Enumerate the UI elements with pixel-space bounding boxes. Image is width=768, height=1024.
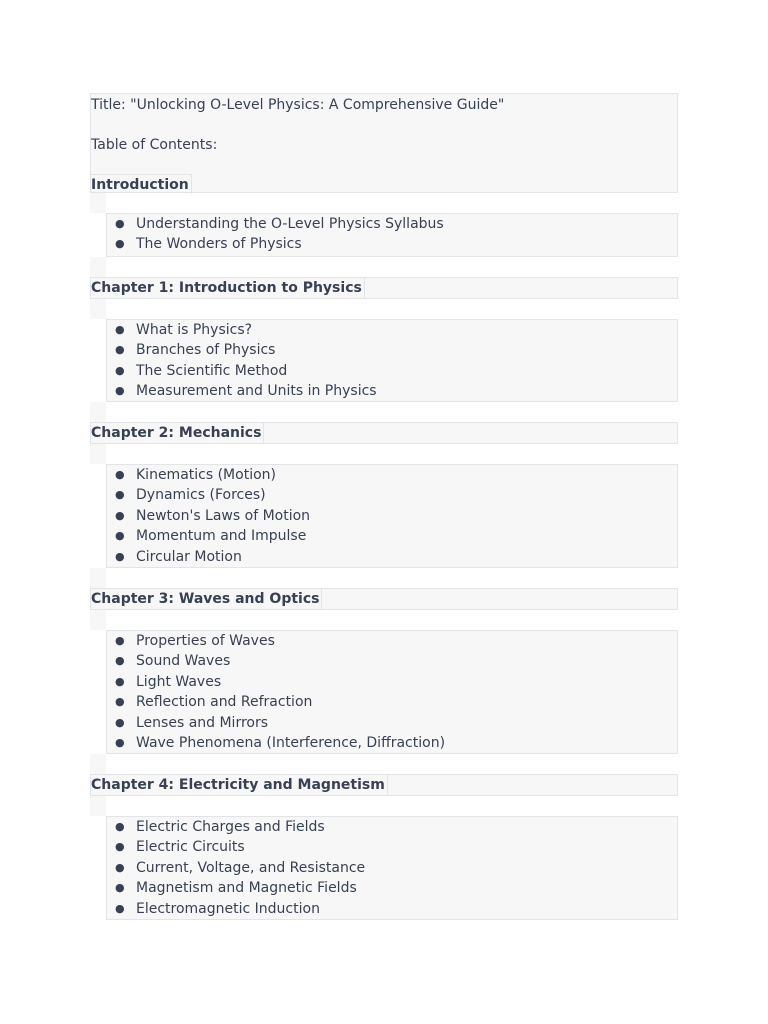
spacer [90, 444, 106, 464]
section-heading-chapter-3: Chapter 3: Waves and Optics [90, 588, 678, 610]
spacer [90, 193, 106, 213]
list-item: ● Magnetism and Magnetic Fields [107, 878, 677, 898]
spacer [90, 402, 106, 422]
section-heading-chapter-4: Chapter 4: Electricity and Magnetism [90, 774, 678, 796]
bullet-icon: ● [115, 695, 125, 709]
bullet-icon: ● [115, 840, 125, 854]
list-item: ● Dynamics (Forces) [107, 485, 677, 505]
list-item: ● Current, Voltage, and Resistance [107, 858, 677, 878]
bullet-icon: ● [115, 237, 125, 251]
spacer [90, 568, 106, 588]
bullet-icon: ● [115, 549, 125, 563]
bullet-icon: ● [115, 901, 125, 915]
bullet-icon: ● [115, 820, 125, 833]
list-item: ● Reflection and Refraction [107, 692, 677, 712]
bullet-icon: ● [115, 508, 125, 522]
list-item: ● Electromagnetic Induction [107, 899, 677, 919]
spacer [90, 796, 106, 816]
section-list-chapter-3 [106, 630, 678, 754]
document-title: Title: "Unlocking O-Level Physics: A Comprehensive Guide" [91, 97, 505, 113]
list-item: ● Sound Waves [107, 651, 677, 671]
bullet-icon: ● [115, 384, 125, 398]
list-item: ● The Scientific Method [107, 361, 677, 381]
list-item: ● Kinematics (Motion) [107, 465, 677, 485]
list-item: ● What is Physics? [107, 320, 677, 340]
list-item: ● Branches of Physics [107, 340, 677, 360]
bullet-icon: ● [115, 529, 125, 543]
bullet-icon: ● [115, 634, 125, 647]
list-item: ● Circular Motion [107, 547, 677, 567]
spacer [90, 754, 106, 774]
section-list-introduction [106, 213, 678, 257]
list-item: ● Electric Charges and Fields [107, 817, 677, 837]
document-header [90, 93, 678, 193]
list-item: ● Measurement and Units in Physics [107, 381, 677, 401]
list-item: ● Properties of Waves [107, 631, 677, 651]
bullet-icon: ● [115, 736, 125, 750]
bullet-icon: ● [115, 881, 125, 895]
section-heading-introduction: Introduction [91, 174, 192, 194]
list-item: ● The Wonders of Physics [107, 234, 677, 254]
bullet-icon: ● [115, 654, 125, 668]
list-item: ● Newton's Laws of Motion [107, 506, 677, 526]
bullet-icon: ● [115, 674, 125, 688]
section-list-chapter-4 [106, 816, 678, 920]
spacer [90, 299, 106, 319]
section-heading-chapter-1: Chapter 1: Introduction to Physics [90, 277, 678, 299]
bullet-icon: ● [115, 217, 125, 230]
section-list-chapter-1 [106, 319, 678, 402]
bullet-icon: ● [115, 860, 125, 874]
list-item: ● Electric Circuits [107, 837, 677, 857]
bullet-icon: ● [115, 363, 125, 377]
list-item: ● Momentum and Impulse [107, 526, 677, 546]
list-item: ● Lenses and Mirrors [107, 713, 677, 733]
section-list-chapter-2 [106, 464, 678, 568]
section-heading-chapter-2: Chapter 2: Mechanics [90, 422, 678, 444]
bullet-icon: ● [115, 323, 125, 336]
bullet-icon: ● [115, 488, 125, 502]
spacer [90, 257, 106, 277]
bullet-icon: ● [115, 468, 125, 481]
toc-label: Table of Contents: [91, 137, 218, 153]
spacer [90, 610, 106, 630]
list-item: ● Light Waves [107, 672, 677, 692]
bullet-icon: ● [115, 715, 125, 729]
list-item: ● Understanding the O-Level Physics Syllabus [107, 214, 677, 234]
list-item: ● Wave Phenomena (Interference, Diffraction) [107, 733, 677, 753]
bullet-icon: ● [115, 343, 125, 357]
document [90, 93, 678, 920]
